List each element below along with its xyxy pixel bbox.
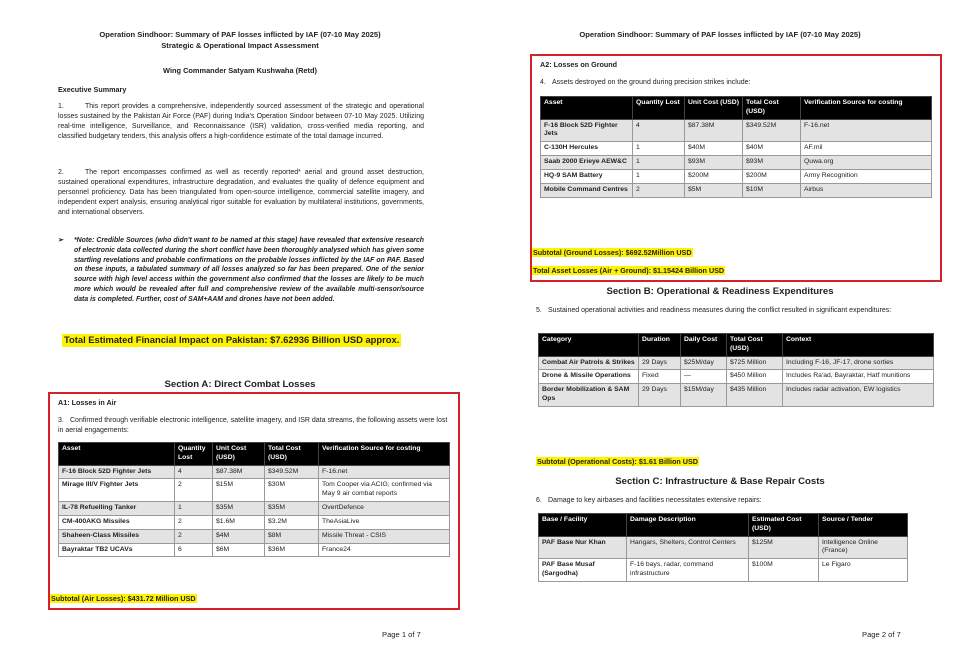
col-header: Total Cost (USD) bbox=[727, 334, 783, 357]
table-cell: $4M bbox=[213, 529, 265, 543]
table-cell: $87.38M bbox=[213, 465, 265, 479]
table-cell: 2 bbox=[175, 515, 213, 529]
table-cell: IL-78 Refuelling Tanker bbox=[59, 502, 175, 516]
table-cell: Mobile Command Centres bbox=[541, 183, 633, 197]
table-cell: France24 bbox=[319, 543, 450, 557]
table-cell: 1 bbox=[633, 142, 685, 156]
col-header: Asset bbox=[541, 97, 633, 120]
a2-heading: A2: Losses on Ground bbox=[540, 60, 618, 69]
col-header: Source / Tender bbox=[819, 514, 908, 537]
ground-losses-box bbox=[530, 54, 942, 282]
table-cell: $5M bbox=[685, 183, 743, 197]
table-row bbox=[59, 543, 450, 557]
table-cell: PAF Base Nur Khan bbox=[539, 536, 627, 559]
col-header: Damage Description bbox=[627, 514, 749, 537]
table-cell: HQ-9 SAM Battery bbox=[541, 169, 633, 183]
table-cell: 2 bbox=[175, 529, 213, 543]
air-losses-table bbox=[58, 442, 450, 557]
table-cell: $200M bbox=[685, 169, 743, 183]
table-cell: PAF Base Musaf (Sargodha) bbox=[539, 559, 627, 582]
paragraph-2: 2. The report encompasses confirmed as well as recently reported* aerial and ground asset destruction, sustained operational expenditures, infrastructure degradation, and evaluates the quality of defence equipment and personnel proficiency. Data has been triangulated from open-source intelligence, commercial satellite imagery, and independent expert analysis, ensuring analytical rigor suitable for evaluation by multilateral institutions, governments, and international observers. bbox=[58, 169, 424, 216]
col-header: Verification Source for costing bbox=[319, 443, 450, 466]
table-row bbox=[539, 356, 934, 370]
table-cell: F-16 Block 52D Fighter Jets bbox=[59, 465, 175, 479]
col-header: Duration bbox=[639, 334, 681, 357]
table-cell: Army Recognition bbox=[801, 169, 932, 183]
paragraph-1: 1. This report provides a comprehensive, independently sourced assessment of the strategic and operational losses sustained by the Pakistan Air Force (PAF) during India's Operation Sindoor between 07-10 May 2025. Utilizing real-time intelligence, Surveillance, and Reconnaissance (ISR) validation, cross-verified media reporting, and classified budgetary tenders, this analysis offers a high-confidence estimate of the total damage incurred. bbox=[58, 103, 424, 140]
table-cell: $93M bbox=[743, 156, 801, 170]
table-cell: Quwa.org bbox=[801, 156, 932, 170]
table-cell: Shaheen-Class Missiles bbox=[59, 529, 175, 543]
section-a-title: Section A: Direct Combat Losses bbox=[164, 379, 316, 390]
table-cell: Airbus bbox=[801, 183, 932, 197]
table-cell: $1.6M bbox=[213, 515, 265, 529]
col-header: Unit Cost (USD) bbox=[213, 443, 265, 466]
table-cell: F-16 bays, radar, command infrastructure bbox=[627, 559, 749, 582]
table-cell: Includes radar activation, EW logistics bbox=[783, 384, 934, 407]
table-cell: Includes Ra'ad, Bayraktar, Hatf munitions bbox=[783, 370, 934, 384]
table-row bbox=[59, 465, 450, 479]
col-header: Estimated Cost (USD) bbox=[749, 514, 819, 537]
table-cell: Mirage III/V Fighter Jets bbox=[59, 479, 175, 502]
table-header-row bbox=[59, 443, 450, 466]
table-cell: 4 bbox=[633, 119, 685, 142]
table-cell: OvertDefence bbox=[319, 502, 450, 516]
table-cell: 1 bbox=[175, 502, 213, 516]
table-row bbox=[541, 169, 932, 183]
report-title: Operation Sindhoor: Summary of PAF losses inflicted by IAF (07-10 May 2025) bbox=[99, 30, 381, 39]
table-header-row bbox=[539, 334, 934, 357]
table-cell: $200M bbox=[743, 169, 801, 183]
table-cell: $87.38M bbox=[685, 119, 743, 142]
author: Wing Commander Satyam Kushwaha (Retd) bbox=[163, 66, 317, 75]
base-repair-table bbox=[538, 513, 908, 582]
page-2 bbox=[480, 0, 960, 656]
page-2-header: Operation Sindhoor: Summary of PAF losses inflicted by IAF (07-10 May 2025) bbox=[579, 30, 861, 39]
page-1-header bbox=[40, 29, 440, 52]
page-number-2: Page 2 of 7 bbox=[862, 630, 901, 639]
table-cell: Le Figaro bbox=[819, 559, 908, 582]
table-cell: 2 bbox=[175, 479, 213, 502]
air-subtotal: Subtotal (Air Losses): $431.72 Million USD bbox=[51, 594, 196, 604]
operational-costs-table bbox=[538, 333, 934, 407]
table-row bbox=[59, 515, 450, 529]
section-c-title: Section C: Infrastructure & Base Repair Costs bbox=[615, 476, 825, 487]
table-cell: AF.mil bbox=[801, 142, 932, 156]
table-cell: Intelligence Online (France) bbox=[819, 536, 908, 559]
table-cell: $435 Million bbox=[727, 384, 783, 407]
table-cell: $35M bbox=[265, 502, 319, 516]
ground-losses-table bbox=[540, 96, 932, 198]
table-cell: 4 bbox=[175, 465, 213, 479]
table-cell: $25M/day bbox=[681, 356, 727, 370]
executive-summary-heading: Executive Summary bbox=[58, 85, 127, 94]
table-cell: Missile Threat - CSIS bbox=[319, 529, 450, 543]
table-cell: Combat Air Patrols & Strikes bbox=[539, 356, 639, 370]
table-row bbox=[59, 529, 450, 543]
col-header: Quantity Lost bbox=[175, 443, 213, 466]
col-header: Asset bbox=[59, 443, 175, 466]
table-row bbox=[541, 156, 932, 170]
table-cell: — bbox=[681, 370, 727, 384]
table-cell: CM-400AKG Missiles bbox=[59, 515, 175, 529]
table-cell: $349.52M bbox=[743, 119, 801, 142]
table-cell: $3.2M bbox=[265, 515, 319, 529]
table-header-row bbox=[541, 97, 932, 120]
table-cell: Drone & Missile Operations bbox=[539, 370, 639, 384]
table-cell: $93M bbox=[685, 156, 743, 170]
table-cell: $36M bbox=[265, 543, 319, 557]
table-cell: Hangars, Shelters, Control Centers bbox=[627, 536, 749, 559]
table-cell: 1 bbox=[633, 156, 685, 170]
table-cell: 1 bbox=[633, 169, 685, 183]
table-cell: $35M bbox=[213, 502, 265, 516]
col-header: Unit Cost (USD) bbox=[685, 97, 743, 120]
table-row bbox=[541, 183, 932, 197]
table-cell: Fixed bbox=[639, 370, 681, 384]
table-row bbox=[539, 559, 908, 582]
table-cell: C-130H Hercules bbox=[541, 142, 633, 156]
credible-sources-note: ➢ *Note: Credible Sources (who didn't want to be named at this stage) have revealed that extensive research of electronic data collected during the short conflict have been thoroughly analysed which has given some startling revelations and probable confirmations on the probable losses inflicted by the IAF on PAF. Based on these inputs, a tabulated summary of all losses analyzed so far has been prepared. One of the senior source with high level access within the government also confirmed that the losses are likely to be much more which would be revealed after full and comprehensive review of the available multi-sensor/source data is completed. Further, cost of SAM+AAM and drones have not been added. bbox=[58, 237, 424, 303]
operational-subtotal: Subtotal (Operational Costs): $1.61 Billion USD bbox=[537, 457, 698, 466]
page-number-1: Page 1 of 7 bbox=[382, 630, 421, 639]
table-row bbox=[541, 142, 932, 156]
table-header-row bbox=[539, 514, 908, 537]
a1-heading: A1: Losses in Air bbox=[58, 398, 117, 407]
table-cell: 29 Days bbox=[639, 356, 681, 370]
table-cell: Border Mobilization & SAM Ops bbox=[539, 384, 639, 407]
c-intro: 6. Damage to key airbases and facilities necessitates extensive repairs: bbox=[536, 497, 762, 504]
a2-intro: 4. Assets destroyed on the ground during precision strikes include: bbox=[540, 79, 751, 86]
report-subtitle: Strategic & Operational Impact Assessment bbox=[161, 41, 319, 51]
col-header: Context bbox=[783, 334, 934, 357]
col-header: Base / Facility bbox=[539, 514, 627, 537]
table-row bbox=[539, 370, 934, 384]
table-cell: Bayraktar TB2 UCAVs bbox=[59, 543, 175, 557]
table-cell: $8M bbox=[265, 529, 319, 543]
total-impact-highlight: Total Estimated Financial Impact on Pakistan: $7.62936 Billion USD approx. bbox=[64, 334, 400, 345]
table-cell: $10M bbox=[743, 183, 801, 197]
table-cell: $6M bbox=[213, 543, 265, 557]
table-cell: 29 Days bbox=[639, 384, 681, 407]
table-cell: Saab 2000 Erieye AEW&C bbox=[541, 156, 633, 170]
table-cell: $40M bbox=[743, 142, 801, 156]
table-cell: Including F-16, JF-17, drone sorties bbox=[783, 356, 934, 370]
table-cell: 2 bbox=[633, 183, 685, 197]
table-cell: 6 bbox=[175, 543, 213, 557]
table-cell: TheAsiaLive bbox=[319, 515, 450, 529]
table-cell: $725 Million bbox=[727, 356, 783, 370]
table-row bbox=[539, 536, 908, 559]
col-header: Total Cost (USD) bbox=[265, 443, 319, 466]
table-cell: Tom Cooper via ACIG; confirmed via May 9 air combat reports bbox=[319, 479, 450, 502]
table-cell: $349.52M bbox=[265, 465, 319, 479]
total-asset-losses: Total Asset Losses (Air + Ground): $1.15424 Billion USD bbox=[533, 266, 725, 275]
table-cell: $450 Million bbox=[727, 370, 783, 384]
table-row bbox=[59, 479, 450, 502]
a1-intro: 3. Confirmed through verifiable electronic intelligence, satellite imagery, and ISR data streams, the following assets were lost in aerial engagements: bbox=[58, 417, 448, 434]
col-header: Daily Cost bbox=[681, 334, 727, 357]
col-header: Total Cost (USD) bbox=[743, 97, 801, 120]
b-intro: 5. Sustained operational activities and readiness measures during the conflict resulted in significant expenditures: bbox=[536, 307, 892, 314]
table-cell: F-16.net bbox=[319, 465, 450, 479]
col-header: Quantity Lost bbox=[633, 97, 685, 120]
table-row bbox=[539, 384, 934, 407]
section-b-title: Section B: Operational & Readiness Expenditures bbox=[606, 286, 834, 297]
table-cell: $15M bbox=[213, 479, 265, 502]
table-cell: F-16 Block 52D Fighter Jets bbox=[541, 119, 633, 142]
table-cell: $30M bbox=[265, 479, 319, 502]
table-cell: $15M/day bbox=[681, 384, 727, 407]
arrow-bullet-icon: ➢ bbox=[58, 237, 64, 244]
table-cell: $100M bbox=[749, 559, 819, 582]
air-losses-box bbox=[48, 392, 460, 610]
ground-subtotal: Subtotal (Ground Losses): $692.52Million USD bbox=[533, 248, 692, 257]
table-row bbox=[59, 502, 450, 516]
col-header: Verification Source for costing bbox=[801, 97, 932, 120]
table-cell: $40M bbox=[685, 142, 743, 156]
table-cell: $125M bbox=[749, 536, 819, 559]
table-cell: F-16.net bbox=[801, 119, 932, 142]
table-row bbox=[541, 119, 932, 142]
col-header: Category bbox=[539, 334, 639, 357]
